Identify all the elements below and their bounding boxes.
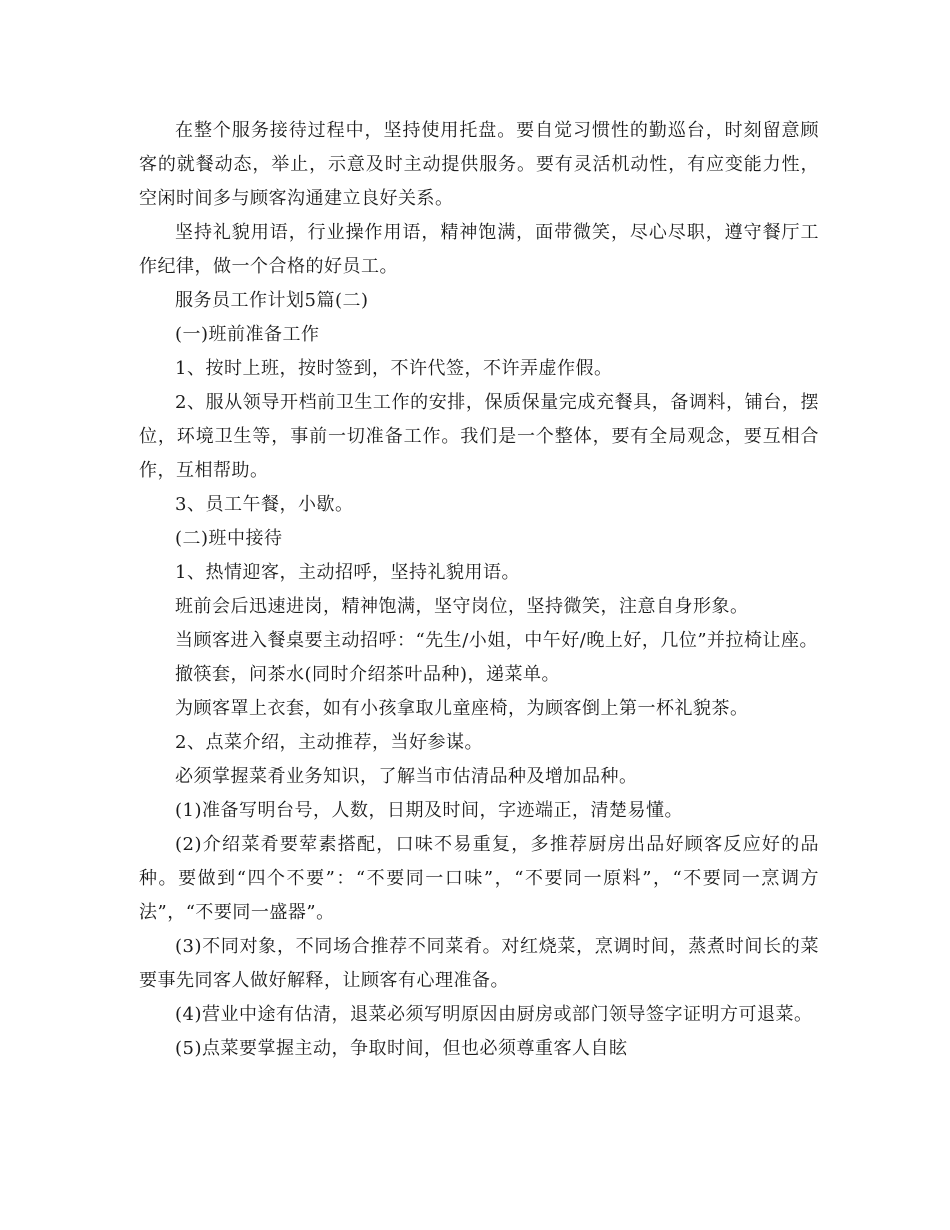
list-item-punctual: 1、按时上班，按时签到，不许代签，不许弄虚作假。 [175, 358, 613, 379]
paragraph-tray-service: 在整个服务接待过程中，坚持使用托盘。要自觉习惯性的勤巡台，时刻留意顾客的就餐动态，举止，示意及时主动提供服务。要有灵活机动性，有应变能力性，空闲时间多与顾客沟通建立良好关系。 [139, 120, 819, 209]
subheading-reception: (二)班中接待 [175, 528, 283, 549]
paragraph-post-meeting: 班前会后迅速进岗，精神饱满，坚守岗位，坚持微笑，注意自身形象。 [175, 596, 749, 617]
paragraph-menu-knowledge: 必须掌握菜肴业务知识，了解当市估清品种及增加品种。 [175, 766, 638, 787]
list-item-ordering: 2、点菜介绍，主动推荐，当好参谋。 [175, 732, 483, 753]
list-item-initiative: (5)点菜要掌握主动，争取时间，但也必须尊重客人自眩 [175, 1038, 628, 1059]
paragraph-tea-menu: 撤筷套，问茶水(同时介绍茶叶品种)，递菜单。 [175, 664, 561, 685]
paragraph-cover-chair: 为顾客罩上衣套，如有小孩拿取儿童座椅，为顾客倒上第一杯礼貌茶。 [175, 698, 749, 719]
list-item-different-occasions: (3)不同对象，不同场合推荐不同菜肴。对红烧菜，烹调时间，蒸煮时间长的菜要事先同客人做好解释，让顾客有心理准备。 [139, 936, 819, 991]
paragraph-seat-guests: 当顾客进入餐桌要主动招呼：“先生/小姐，中午好/晚上好，几位”并拉椅让座。 [175, 630, 819, 651]
list-item-returns: (4)营业中途有估清，退菜必须写明原因由厨房或部门领导签字证明方可退菜。 [175, 1004, 813, 1025]
document-body [139, 114, 819, 1066]
subheading-pre-shift: (一)班前准备工作 [175, 324, 320, 345]
list-item-lunch: 3、员工午餐，小歇。 [175, 494, 354, 515]
list-item-preparation: 2、服从领导开档前卫生工作的安排，保质保量完成充餐具，备调料，铺台，摆位，环境卫生等，事前一切准备工作。我们是一个整体，要有全局观念，要互相合作，互相帮助。 [139, 392, 819, 481]
section-heading-plan: 服务员工作计划5篇(二) [175, 290, 369, 311]
paragraph-polite-language: 坚持礼貌用语，行业操作用语，精神饱满，面带微笑，尽心尽职，遵守餐厅工作纪律，做一个合格的好员工。 [139, 222, 819, 277]
list-item-recommend-dishes: (2)介绍菜肴要荤素搭配，口味不易重复，多推荐厨房出品好顾客反应好的品种。要做到“四个不要”：“不要同一口味”，“不要同一原料”，“不要同一烹调方法”，“不要同一盛器”。 [139, 834, 819, 923]
list-item-greeting: 1、热情迎客，主动招呼，坚持礼貌用语。 [175, 562, 520, 583]
list-item-order-details: (1)准备写明台号，人数，日期及时间，字迹端正，清楚易懂。 [175, 800, 683, 821]
